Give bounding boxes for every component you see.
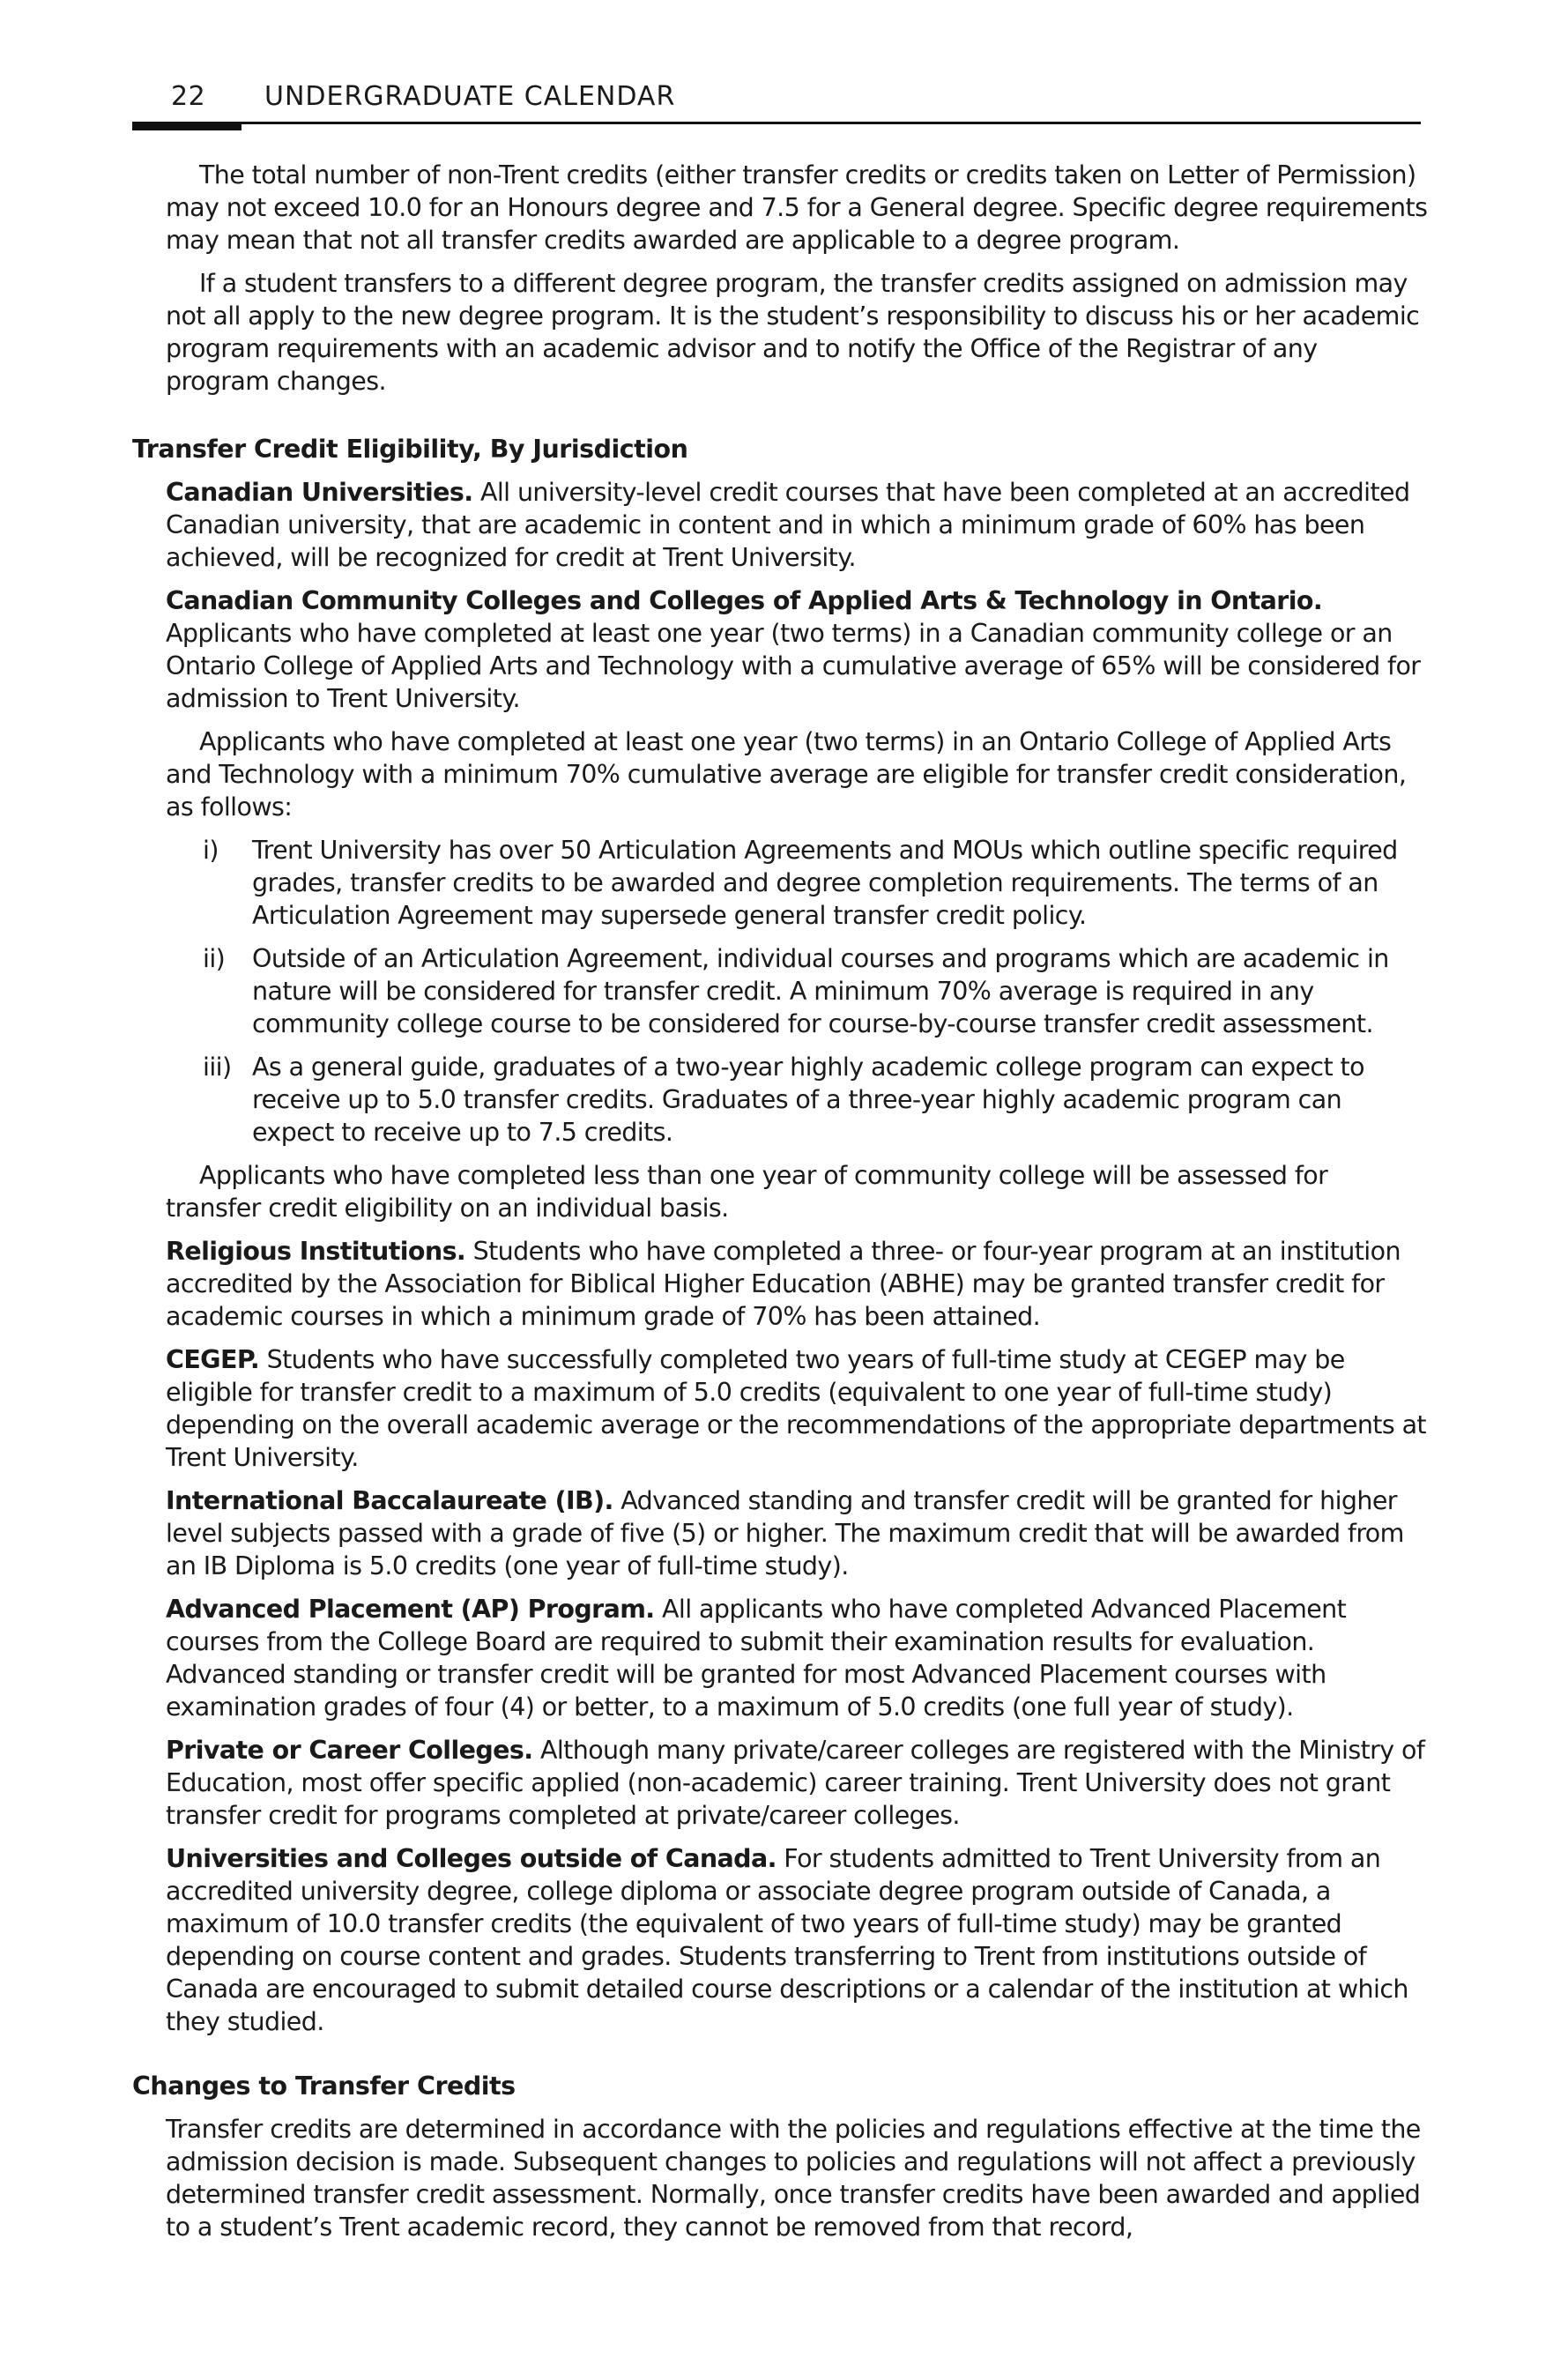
list-item bbox=[166, 834, 1428, 932]
colleges-list bbox=[166, 834, 1428, 1149]
list-item-number: ii) bbox=[203, 944, 226, 973]
religious-lead: Religious Institutions. bbox=[166, 1237, 466, 1266]
outside-canada-text: For students admitted to Trent University from an accredited university degree, college diploma or associate degree program outside of Canada, a maximum of 10.0 transfer credits (the equivalent of two years of full-time study) may be granted depending on course content and grades. Students transferring to Trent from institutions outside of Canada are encouraged to submit detailed course descriptions or a calendar of the institution at which they studied. bbox=[166, 1844, 1408, 2036]
list-item bbox=[166, 1051, 1428, 1149]
intro-section bbox=[132, 159, 1428, 398]
list-item bbox=[166, 942, 1428, 1040]
ib-paragraph bbox=[166, 1484, 1428, 1582]
outside-canada-lead: Universities and Colleges outside of Canada. bbox=[166, 1844, 776, 1873]
list-item-number: iii) bbox=[203, 1052, 232, 1082]
list-item-number: i) bbox=[203, 836, 219, 865]
changes-heading: Changes to Transfer Credits bbox=[132, 2071, 516, 2101]
religious-paragraph bbox=[166, 1235, 1428, 1333]
ap-lead: Advanced Placement (AP) Program. bbox=[166, 1595, 655, 1624]
ib-lead: International Baccalaureate (IB). bbox=[166, 1486, 613, 1515]
page-number: 22 bbox=[171, 81, 206, 112]
eligibility-heading: Transfer Credit Eligibility, By Jurisdiction bbox=[132, 435, 688, 464]
private-colleges-paragraph bbox=[166, 1734, 1428, 1832]
colleges-lead: Canadian Community Colleges and Colleges of Applied Arts & Technology in Ontario. bbox=[166, 586, 1323, 615]
header-rule-accent bbox=[132, 122, 241, 130]
canadian-universities-paragraph bbox=[166, 476, 1428, 574]
page-content bbox=[132, 159, 1428, 2254]
ap-text: All applicants who have completed Advanced Placement courses from the College Board are required to submit their examination results for evaluation. Advanced standing or transfer credit will be granted for most Advanced Placement courses with examination grades of four (4) or better, to a maximum of 5.0 credits (one full year of study). bbox=[166, 1595, 1347, 1722]
cegep-paragraph bbox=[166, 1343, 1428, 1474]
changes-section bbox=[132, 2113, 1428, 2243]
list-item-text: Trent University has over 50 Articulation Agreements and MOUs which outline specific required grades, transfer credits to be awarded and degree completion requirements. The terms of an Articulation Agreement may supersede general transfer credit policy. bbox=[252, 836, 1398, 930]
running-title: UNDERGRADUATE CALENDAR bbox=[264, 81, 676, 112]
colleges-paragraph-3: Applicants who have completed less than one year of community college will be assessed for transfer credit eligibility on an individual basis. bbox=[166, 1161, 1328, 1223]
intro-paragraph-1: The total number of non-Trent credits (either transfer credits or credits taken on Letter of Permission) may not exceed 10.0 for an Honours degree and 7.5 for a General degree. Specific degree requirements may mean that not all transfer credits awarded are applicable to a degree program. bbox=[166, 160, 1428, 255]
cegep-text: Students who have successfully completed two years of full-time study at CEGEP may be eligible for transfer credit to a maximum of 5.0 credits (equivalent to one year of full-time study) depending on the overall academic average or the recommendations of the appropriate departments at Trent University. bbox=[166, 1345, 1427, 1472]
outside-canada-paragraph bbox=[166, 1842, 1428, 2038]
cegep-lead: CEGEP. bbox=[166, 1345, 260, 1374]
intro-paragraph-2: If a student transfers to a different degree program, the transfer credits assigned on admission may not all apply to the new degree program. It is the student’s responsibility to discuss his or her academic program requirements with an academic advisor and to notify the Office of the Registrar of any program changes. bbox=[166, 269, 1420, 396]
page-header bbox=[132, 81, 1421, 139]
ap-paragraph bbox=[166, 1593, 1428, 1723]
list-item-text: Outside of an Articulation Agreement, individual courses and programs which are academic in nature will be considered for transfer credit. A minimum 70% average is required in any community college course to be considered for course-by-course transfer credit assessment. bbox=[252, 944, 1389, 1038]
colleges-paragraph-2: Applicants who have completed at least one year (two terms) in an Ontario College of Applied Arts and Technology with a minimum 70% cumulative average are eligible for transfer credit consideration, as follows: bbox=[166, 727, 1407, 822]
header-rule bbox=[132, 122, 1421, 124]
changes-paragraph: Transfer credits are determined in accordance with the policies and regulations effective at the time the admission decision is made. Subsequent changes to policies and regulations will not affect a previously determined transfer credit assessment. Normally, once transfer credits have been awarded and applied to a student’s Trent academic record, they cannot be removed from that record, bbox=[166, 2115, 1421, 2242]
religious-text: Students who have completed a three- or four-year program at an institution accredited by the Association for Biblical Higher Education (ABHE) may be granted transfer credit for academic courses in which a minimum grade of 70% has been attained. bbox=[166, 1237, 1401, 1331]
list-item-text: As a general guide, graduates of a two-year highly academic college program can expect to receive up to 5.0 transfer credits. Graduates of a three-year highly academic program can expect to receive up to 7.5 credits. bbox=[252, 1052, 1364, 1147]
colleges-text: Applicants who have completed at least one year (two terms) in a Canadian community college or an Ontario College of Applied Arts and Technology with a cumulative average of 65% will be considered for admission to Trent University. bbox=[166, 619, 1421, 713]
ib-text: Advanced standing and transfer credit will be granted for higher level subjects passed with a grade of five (5) or higher. The maximum credit that will be awarded from an IB Diploma is 5.0 credits (one year of full-time study). bbox=[166, 1486, 1404, 1580]
eligibility-section bbox=[132, 476, 1428, 2038]
colleges-paragraph bbox=[166, 584, 1428, 715]
private-colleges-lead: Private or Career Colleges. bbox=[166, 1736, 533, 1765]
canadian-universities-lead: Canadian Universities. bbox=[166, 478, 473, 507]
canadian-universities-text: All university-level credit courses that have been completed at an accredited Canadian university, that are academic in content and in which a minimum grade of 60% has been achieved, will be recognized for credit at Trent University. bbox=[166, 478, 1410, 572]
private-colleges-text: Although many private/career colleges are registered with the Ministry of Education, most offer specific applied (non-academic) career training. Trent University does not grant transfer credit for programs completed at private/career colleges. bbox=[166, 1736, 1425, 1830]
